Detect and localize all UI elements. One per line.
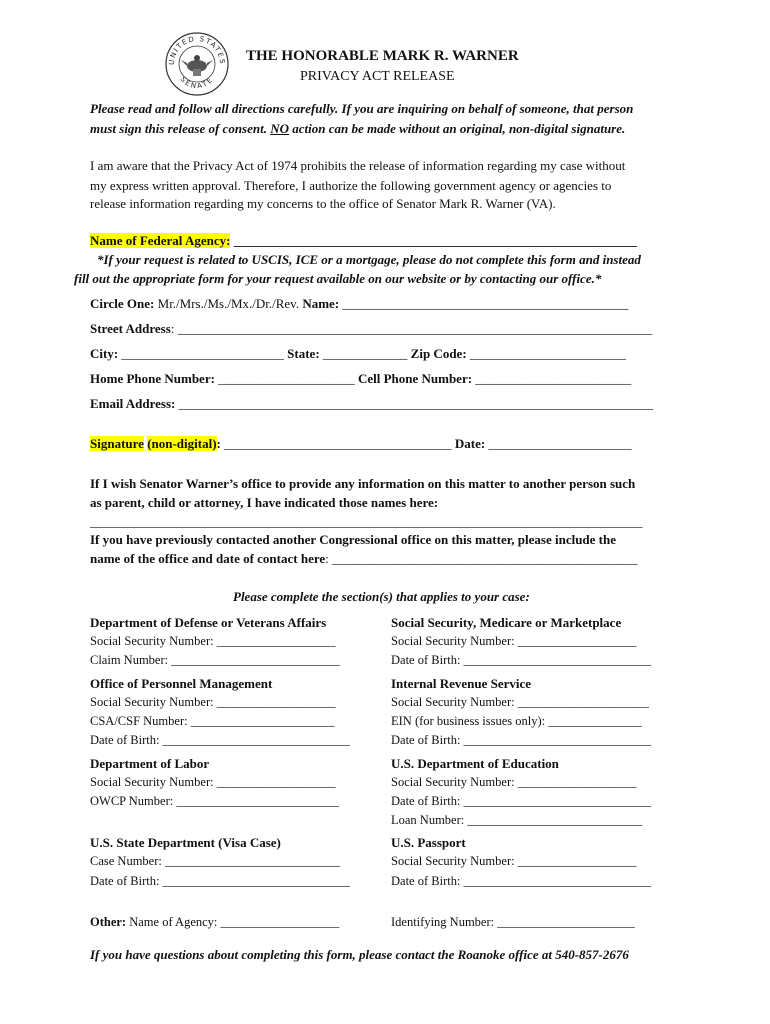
irs-dob-field[interactable]: Date of Birth: ______________________________ [391,733,652,747]
footer-contact-note: If you have questions about completing this form, please contact the Roanoke office at 540-857-2676 [90,947,629,962]
page-subtitle: PRIVACY ACT RELEASE [300,69,455,84]
signature-row[interactable]: Signature (non-digital): ___________________________________ Date: ______________________ [90,436,632,451]
state-dept-heading: U.S. State Department (Visa Case) [90,835,281,850]
other-agency-field[interactable]: Other: Name of Agency: ___________________ [90,915,340,929]
signature-label: Signature [90,436,144,451]
irs-heading: Internal Revenue Service [391,676,532,691]
irs-ssn-field[interactable]: Social Security Number: _____________________ [391,695,649,709]
third-party-names-field[interactable]: _____________________________________________________________________________________ [90,514,643,529]
ssa-ssn-field[interactable]: Social Security Number: ___________________ [391,634,637,648]
state-case-field[interactable]: Case Number: ____________________________ [90,854,340,868]
dod-ssn-field[interactable]: Social Security Number: ___________________ [90,634,336,648]
opm-csa-field[interactable]: CSA/CSF Number: _______________________ [90,714,335,728]
svg-text:SENATE: SENATE [178,75,216,91]
passport-dob-field[interactable]: Date of Birth: ______________________________ [391,874,652,888]
page-title: THE HONORABLE MARK R. WARNER [246,48,519,64]
opm-ssn-field[interactable]: Social Security Number: ___________________ [90,695,336,709]
consent-line3: release information regarding my concerns to the office of Senator Mark R. Warner (VA). [90,196,556,211]
other-identifying-field[interactable]: Identifying Number: ______________________ [391,915,635,929]
agency-note-line1: *If your request is related to USCIS, ICE or a mortgage, please do not complete this form and instead [97,252,641,267]
dol-heading: Department of Labor [90,756,210,771]
phone-row[interactable]: Home Phone Number: _____________________ Cell Phone Number: ________________________ [90,371,632,386]
opm-dob-field[interactable]: Date of Birth: ______________________________ [90,733,351,747]
instructions-line2: must sign this release of consent. NO action can be made without an original, non-digital signature. [90,121,626,136]
third-party-line1: If I wish Senator Warner’s office to provide any information on this matter to another person such [90,476,636,491]
consent-line2: my express written approval. Therefore, I authorize the following government agency or agencies to [90,178,612,193]
ssa-heading: Social Security, Medicare or Marketplace [391,615,622,630]
irs-ein-field[interactable]: EIN (for business issues only): _______________ [391,714,643,728]
consent-line1: I am aware that the Privacy Act of 1974 prohibits the release of information regarding my case without [90,158,626,173]
ed-ssn-field[interactable]: Social Security Number: ___________________ [391,775,637,789]
sections-title: Please complete the section(s) that applies to your case: [233,589,530,604]
passport-heading: U.S. Passport [391,835,466,850]
name-field[interactable]: Circle One: Mr./Mrs./Ms./Mx./Dr./Rev. Name: ____________________________________________ [90,296,629,311]
federal-agency-field[interactable]: Name of Federal Agency: ______________________________________________________________ [90,233,637,248]
dol-owcp-field[interactable]: OWCP Number: __________________________ [90,794,339,808]
dod-heading: Department of Defense or Veterans Affairs [90,615,327,630]
instructions-line1: Please read and follow all directions carefully. If you are inquiring on behalf of someone, that person [90,101,634,116]
email-field[interactable]: Email Address: _________________________________________________________________________ [90,396,654,411]
agency-note-line2: fill out the appropriate form for your request available on our website or by contacting our office.* [74,271,602,286]
senate-seal-icon [165,32,229,96]
dod-claim-field[interactable]: Claim Number: ___________________________ [90,653,340,667]
state-dob-field[interactable]: Date of Birth: ______________________________ [90,874,351,888]
city-state-zip-row[interactable]: City: _________________________ State: _____________ Zip Code: ________________________ [90,346,626,361]
prior-office-field[interactable]: name of the office and date of contact here: _______________________________________________ [90,551,638,566]
federal-agency-label: Name of Federal Agency: [90,233,231,248]
opm-heading: Office of Personnel Management [90,676,273,691]
ed-loan-field[interactable]: Loan Number: ____________________________ [391,813,643,827]
svg-text:UNITED STATES: UNITED STATES [167,34,227,66]
ssa-dob-field[interactable]: Date of Birth: ______________________________ [391,653,652,667]
dol-ssn-field[interactable]: Social Security Number: ___________________ [90,775,336,789]
third-party-line2: as parent, child or attorney, I have indicated those names here: [90,495,439,510]
ed-dob-field[interactable]: Date of Birth: ______________________________ [391,794,652,808]
passport-ssn-field[interactable]: Social Security Number: ___________________ [391,854,637,868]
ed-heading: U.S. Department of Education [391,756,559,771]
prior-office-line1: If you have previously contacted another Congressional office on this matter, please include the [90,532,617,547]
street-address-field[interactable]: Street Address: _________________________________________________________________________ [90,321,653,336]
